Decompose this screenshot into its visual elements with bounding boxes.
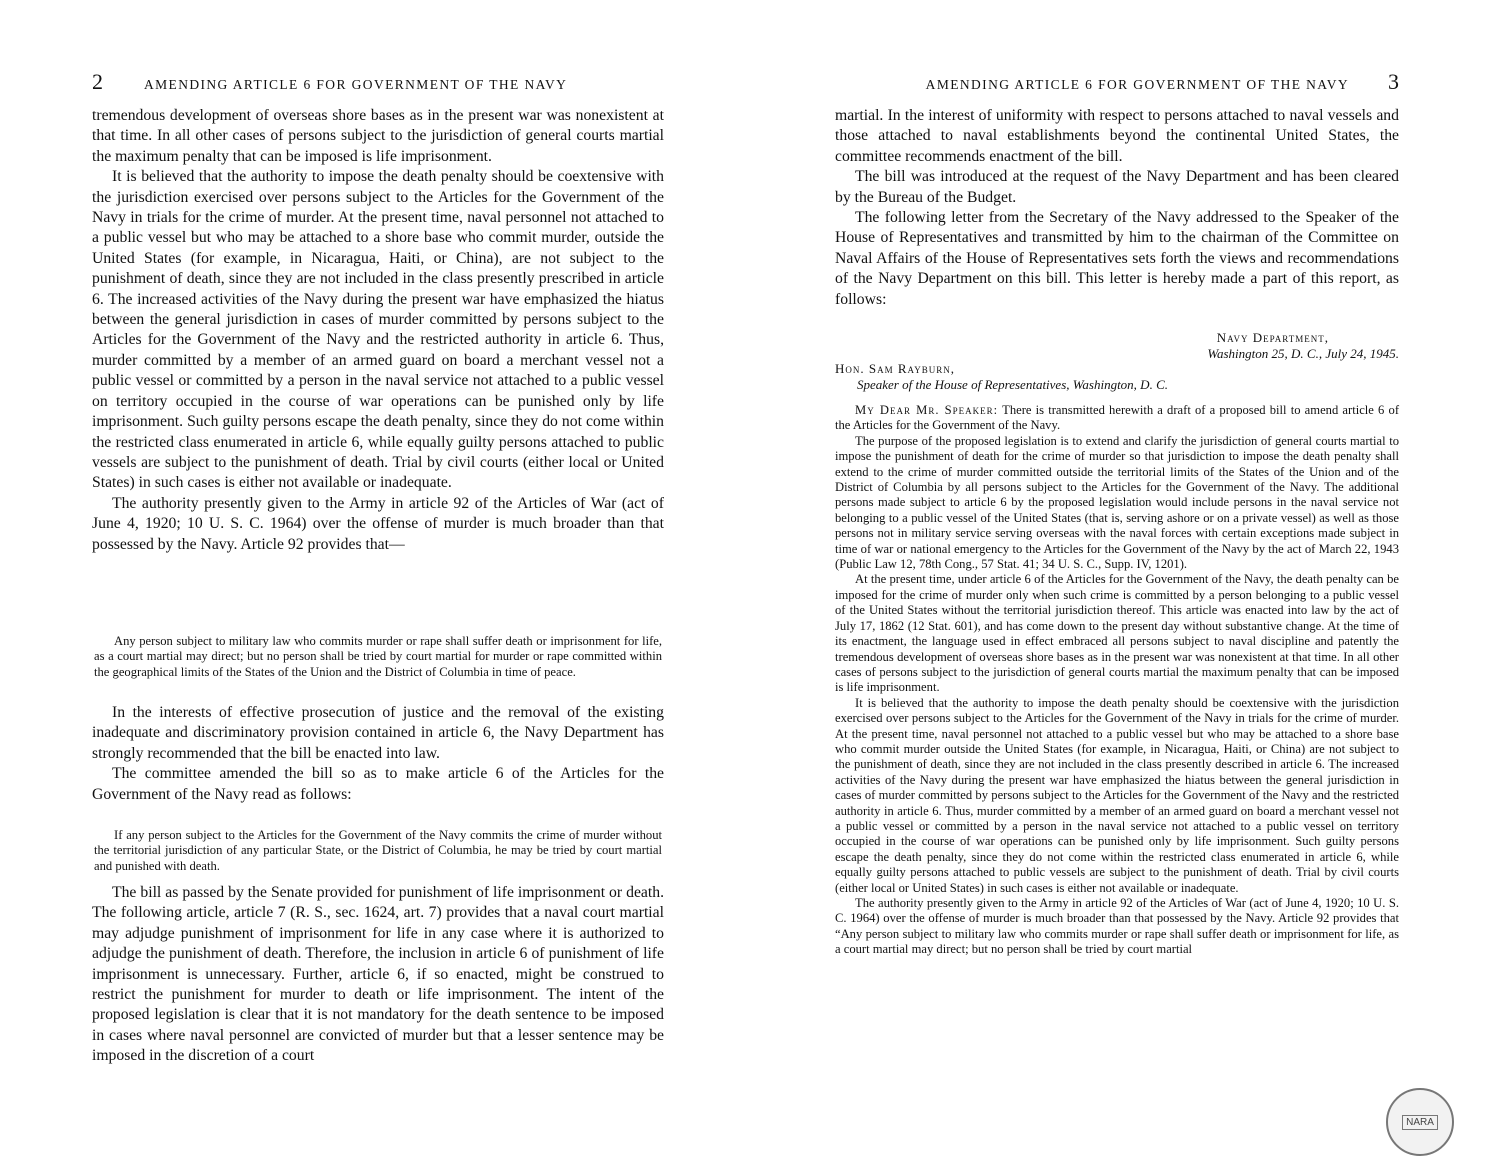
amended-article-6-quote [92, 828, 664, 874]
letter-heading [835, 330, 1399, 392]
paragraph: The authority presently given to the Army in article 92 of the Articles of War (act of June 4, 1920; 10 U. S. C. 1964) over the offense of murder is much broader than that possessed by the Navy. Article 92 provides that— [92, 494, 664, 553]
letter-text: There is transmitted herewith a draft of a proposed bill to amend article 6 of the Articles for the Government of the Navy. [835, 403, 1400, 433]
left-header-title: AMENDING ARTICLE 6 FOR GOVERNMENT OF THE NAVY [144, 77, 568, 92]
quote-text: If any person subject to the Articles for the Government of the Navy commits the crime of murder without the territorial jurisdiction of any particular State, or the District of Columbia, he may be tried by court martial and punished with death. [94, 828, 662, 873]
salutation: My Dear Mr. Speaker: [855, 403, 999, 417]
paragraph: In the interests of effective prosecution of justice and the removal of the existing inadequate and discriminatory provision contained in article 6, the Navy Department has strongly recommended that the bill be enacted into law. [92, 704, 664, 762]
right-header-title: AMENDING ARTICLE 6 FOR GOVERNMENT OF THE NAVY [925, 77, 1349, 92]
left-body-text-3 [92, 883, 664, 1067]
paragraph: The bill was introduced at the request of the Navy Department and has been cleared by the Bureau of the Budget. [835, 168, 1399, 206]
left-running-header [92, 69, 664, 98]
addressee-title: Speaker of the House of Representatives, Washington, D. C. [857, 376, 1168, 392]
letter-sender: Navy Department, [1216, 330, 1329, 345]
right-running-header [835, 69, 1399, 98]
right-column [835, 0, 1399, 1171]
letter-paragraph [835, 403, 1399, 434]
article-92-quote [92, 634, 664, 680]
quote-text: Any person subject to military law who commits murder or rape shall suffer death or imprisonment for life, as a court martial may direct; but no person shall be tried by court martial for murder or rape committed within the geographical limits of the States of the Union and the District of Columbia in time of peace. [94, 634, 662, 679]
left-page-number: 2 [92, 69, 103, 94]
letter-paragraph: The authority presently given to the Army in article 92 of the Articles of War (act of June 4, 1920; 10 U. S. C. 1964) over the offense of murder is much broader than that possessed by the Navy. Article 92 provides that “Any person subject to military law who commits murder or rape shall suffer death or imprisonment for life, as a court martial may direct; but no person shall be tried by court martial [835, 896, 1399, 957]
letter-paragraph: At the present time, under article 6 of the Articles for the Government of the Navy, the death penalty can be imposed for the crime of murder only when such crime is committed by a person belonging to a public vessel of the United States without the territorial jurisdiction thereof. This article was enacted into law by the act of July 17, 1862 (12 Stat. 601), and has come down to the present day without substantive change. At the time of its enactment, the language used in effect embraced all persons subject to naval discipline and patently the tremendous development of overseas shore bases as in the present war was nonexistent at that time. In all other cases of persons subject to the jurisdiction of general courts martial the maximum penalty that can be imposed is life imprisonment. [835, 572, 1399, 695]
right-page-number: 3 [1388, 69, 1399, 94]
paragraph: The committee amended the bill so as to make article 6 of the Articles for the Government of the Navy read as follows: [92, 765, 664, 803]
right-body-text [835, 106, 1399, 310]
letter-paragraph: The purpose of the proposed legislation is to extend and clarify the jurisdiction of general courts martial to impose the punishment of death for the crime of murder so that jurisdiction to impose the death penalty shall extend to the crime of murder committed outside the territorial limits of the States of the Union and of the District of Columbia by all persons subject to the Articles for the Government of the Navy. The additional persons made subject to article 6 by the proposed legislation would include persons in the naval service not belonging to a public vessel of the United States (that is, serving ashore or on a private vessel) as well as those persons not in military service serving overseas with the naval forces with certain exceptions made subject in time of war or national emergency to the Articles for the Government of the Navy by the act of March 22, 1943 (Public Law 12, 78th Cong., 57 Stat. 41; 34 U. S. C., Supp. IV, 1201). [835, 433, 1399, 572]
right-page [748, 0, 1496, 1171]
letter-paragraph: It is believed that the authority to impose the death penalty should be coextensive with the jurisdiction exercised over persons subject to the Articles for the Government of the Navy in trials for the crime of murder. At the present time, naval personnel not attached to a public vessel but who may be attached to a shore base who commit murder outside the United States (for example, in Nicaragua, Haiti, or China) are not subject to the punishment of death, since they are not included in the class presently described in article 6. The increased activities of the Navy during the present war have emphasized the hiatus between the general jurisdiction in cases of murder committed by persons subject to the Articles for the Government of the Navy and the restricted authority in article 6. Thus, murder committed by a member of an armed guard on board a merchant vessel not a public vessel or committed by a person in the naval service not attached to a public vessel on territory occupied in the course of war operations can be punished only by life imprisonment. Such guilty persons escape the death penalty, since they do not come within the restricted class enumerated in article 6, while equally guilty persons attached to public vessels are subject to the punishment of death. Trial by civil courts (either local or United States) in such cases is either not available or inadequate. [835, 695, 1399, 895]
paragraph: The following letter from the Secretary of the Navy addressed to the Speaker of the House of Representatives and transmitted by him to the chairman of the Committee on Naval Affairs of the House of Representatives sets forth the views and recommendations of the Navy Department on this bill. This letter is hereby made a part of this report, as follows: [835, 209, 1399, 308]
left-body-text-2 [92, 703, 664, 805]
stamp-label: NARA [1402, 1115, 1438, 1130]
paragraph: It is believed that the authority to impose the death penalty should be coextensive with the jurisdiction exercised over persons subject to the Articles for the Government of the Navy in trials for the crime of murder. At the present time, naval personnel not attached to a public vessel but who may be attached to a shore base who commit murder, outside the United States (for example, in Nicaragua, Haiti, or China), are not subject to the punishment of death, since they are not included in the class presently prescribed in article 6. The increased activities of the Navy during the present war have emphasized the hiatus between the general jurisdiction in cases of murder committed by persons subject to the Articles for the Government of the Navy and the restricted authority in article 6. Thus, murder committed by a member of an armed guard on board a merchant vessel not a public vessel or committed by a person in the naval service not attached to a public vessel on territory occupied in the course of war operations can be punished only by life imprisonment. Such guilty persons escape the death penalty, since they do not come within the restricted class enumerated in article 6, while equally guilty persons attached to public vessels are subject to the punishment of death. Trial by civil courts (either local or United States) in such cases is either not available or inadequate. [92, 168, 664, 492]
left-body-text [92, 106, 664, 555]
addressee-name: Hon. Sam Rayburn, [835, 361, 955, 376]
truman-library-stamp [1386, 1088, 1454, 1156]
paragraph: The bill as passed by the Senate provided for punishment of life imprisonment or death. The following article, article 7 (R. S., sec. 1624, art. 7) provides that a naval court martial may adjudge punishment of imprisonment for life in any case where it is authorized to adjudge the punishment of death. Therefore, the inclusion in article 6 of punishment of life imprisonment is unnecessary. Further, article 6, if so enacted, might be construed to restrict the punishment for murder to death or life imprisonment. The intent of the proposed legislation is clear that it is not mandatory for the death sentence to be imposed in cases where naval personnel are convicted of murder but that a lesser sentence may be imposed in the discretion of a court [92, 884, 664, 1065]
paragraph: tremendous development of overseas shore bases as in the present war was nonexistent at that time. In all other cases of persons subject to the jurisdiction of general courts martial the maximum penalty that can be imposed is life imprisonment. [92, 107, 664, 165]
paragraph: martial. In the interest of uniformity with respect to persons attached to naval vessels and those attached to naval establishments beyond the continental United States, the committee recommends enactment of the bill. [835, 107, 1399, 165]
letter-place-date: Washington 25, D. C., July 24, 1945. [1207, 345, 1399, 361]
left-column [92, 0, 664, 1171]
letter-body [835, 403, 1399, 958]
